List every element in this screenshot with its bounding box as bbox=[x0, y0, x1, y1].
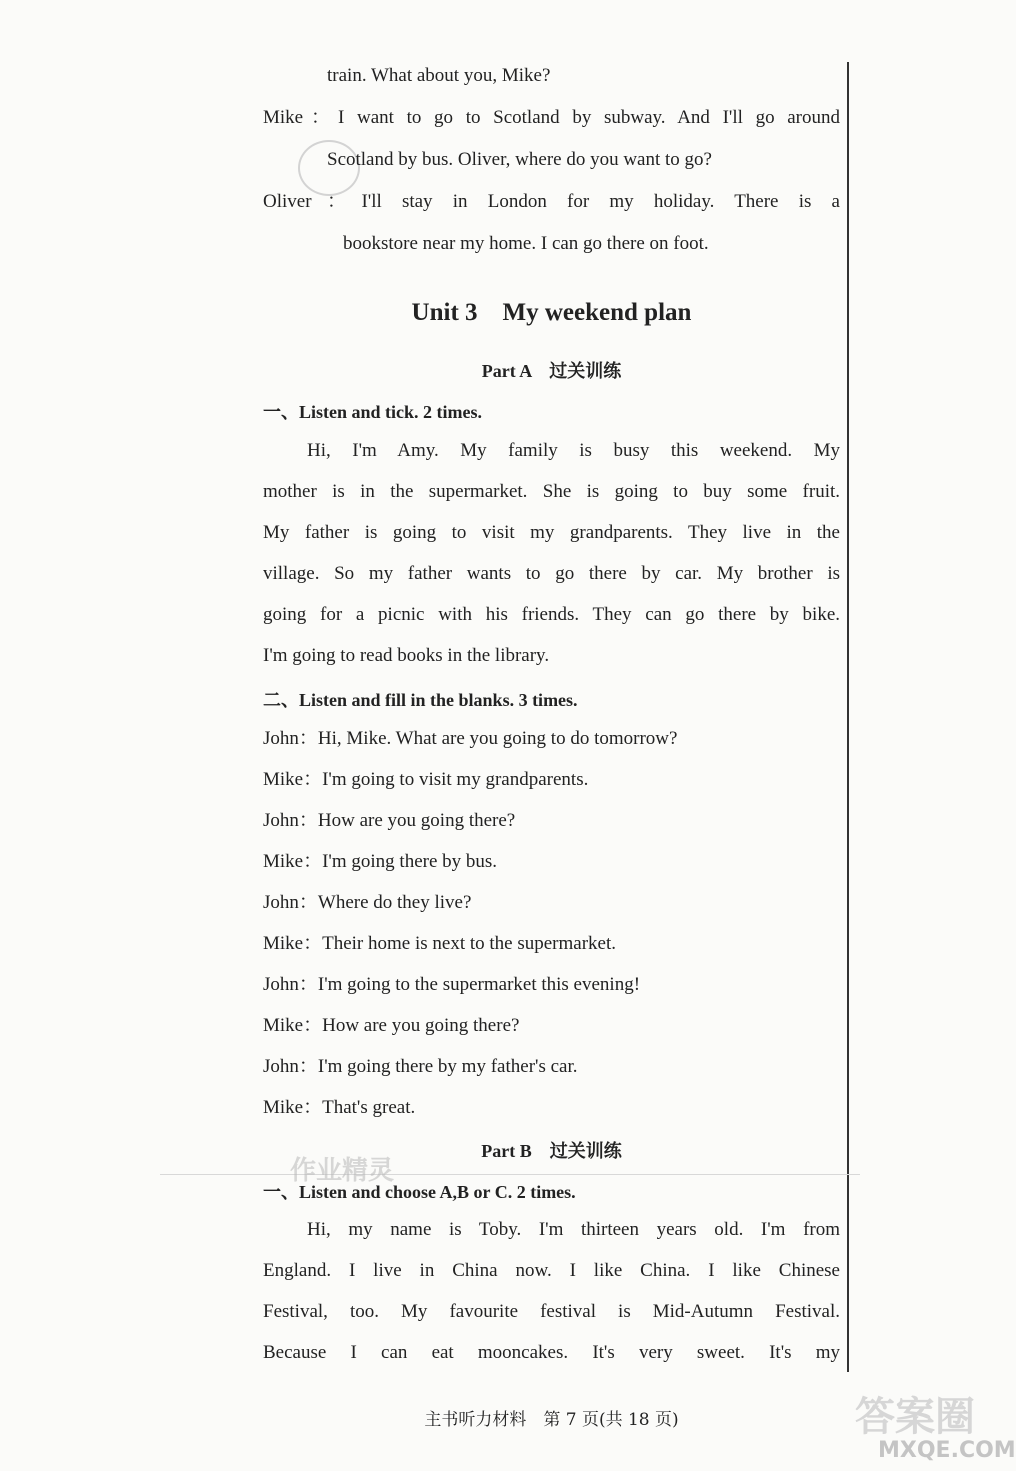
speaker-label: Mike： bbox=[263, 1097, 323, 1118]
paragraph-line: village. So my father wants to go there by car. My brother is bbox=[263, 563, 840, 584]
dialog-text: I'm going to visit my grandparents. bbox=[322, 769, 589, 790]
dialog-line bbox=[263, 768, 840, 792]
part-b-title: Part B 过关训练 bbox=[481, 1141, 622, 1161]
speaker-label: Mike： bbox=[263, 107, 338, 128]
text-line: train. What about you, Mike? bbox=[327, 65, 551, 86]
dialog-text: I'm going there by my father's car. bbox=[317, 1056, 578, 1077]
speaker-label: Mike： bbox=[263, 933, 323, 954]
paragraph-line: mother is in the supermarket. She is going to buy some fruit. bbox=[263, 481, 840, 502]
speaker-label: John： bbox=[263, 728, 318, 749]
dialog-text: Their home is next to the supermarket. bbox=[322, 933, 616, 954]
paragraph-line: Hi, I'm Amy. My family is busy this weekend. My bbox=[307, 440, 840, 461]
paragraph-line: going for a picnic with his friends. They can go there by bike. bbox=[263, 604, 840, 625]
page-footer: 主书听力材料 第 7 页(共 18 页) bbox=[424, 1410, 679, 1430]
speaker-label: Mike： bbox=[263, 851, 323, 872]
dialog-line bbox=[263, 190, 840, 214]
dialog-line bbox=[263, 1096, 840, 1120]
paragraph-line: I'm going to read books in the library. bbox=[263, 645, 550, 666]
speaker-label: Mike： bbox=[263, 769, 323, 790]
paragraph-line: Hi, my name is Toby. I'm thirteen years old. I'm from bbox=[307, 1219, 840, 1240]
speaker-label: John： bbox=[263, 1056, 318, 1077]
dialog-line bbox=[263, 850, 840, 874]
part-a-title: Part A 过关训练 bbox=[481, 361, 622, 381]
dialog-line bbox=[263, 973, 840, 997]
dialog-line bbox=[263, 1055, 840, 1079]
part-b-section-1-heading: 一、Listen and choose A,B or C. 2 times. bbox=[263, 1182, 576, 1202]
paragraph-line: Festival, too. My favourite festival is Mid-Autumn Festival. bbox=[263, 1301, 840, 1322]
speaker-label: Oliver： bbox=[263, 191, 362, 212]
unit-title: Unit 3 My weekend plan bbox=[411, 299, 692, 326]
text-line: Scotland by bus. Oliver, where do you want to go? bbox=[327, 149, 712, 170]
paragraph-line: My father is going to visit my grandparents. They live in the bbox=[263, 522, 840, 543]
part-a-section-2-heading: 二、Listen and fill in the blanks. 3 times. bbox=[263, 690, 578, 710]
speaker-label: John： bbox=[263, 974, 318, 995]
paragraph-line: England. I live in China now. I like China. I like Chinese bbox=[263, 1260, 840, 1281]
dialog-line bbox=[263, 891, 840, 915]
dialog-text: How are you going there? bbox=[317, 810, 516, 831]
dialog-text: That's great. bbox=[322, 1097, 416, 1118]
dialog-line bbox=[263, 932, 840, 956]
dialog-text: I'm going there by bus. bbox=[322, 851, 498, 872]
watermark-center: 作业精灵 bbox=[290, 1156, 395, 1186]
speaker-label: John： bbox=[263, 892, 318, 913]
dialog-line bbox=[263, 727, 840, 751]
dialog-text: I want to go to Scotland by subway. And I'll go around bbox=[337, 107, 841, 128]
dialog-line bbox=[263, 106, 840, 130]
watermark-url: MXQE.COM bbox=[878, 1438, 1016, 1463]
scan-fold-line bbox=[160, 1174, 860, 1175]
speaker-label: Mike： bbox=[263, 1015, 323, 1036]
dialog-text: I'll stay in London for my holiday. There is a bbox=[361, 191, 840, 212]
dialog-text: I'm going to the supermarket this evening! bbox=[317, 974, 641, 995]
speaker-label: John： bbox=[263, 810, 318, 831]
part-a-section-1-heading: 一、Listen and tick. 2 times. bbox=[263, 402, 483, 422]
dialog-text: Where do they live? bbox=[317, 892, 472, 913]
dialog-text: How are you going there? bbox=[322, 1015, 520, 1036]
dialog-line bbox=[263, 1014, 840, 1038]
margin-rule bbox=[847, 62, 849, 1372]
paragraph-line: Because I can eat mooncakes. It's very sweet. It's my bbox=[263, 1342, 840, 1363]
dialog-text: Hi, Mike. What are you going to do tomorrow? bbox=[317, 728, 678, 749]
watermark-logo: 答案圈 bbox=[855, 1394, 975, 1440]
dialog-line bbox=[263, 809, 840, 833]
text-line: bookstore near my home. I can go there on foot. bbox=[343, 233, 709, 254]
